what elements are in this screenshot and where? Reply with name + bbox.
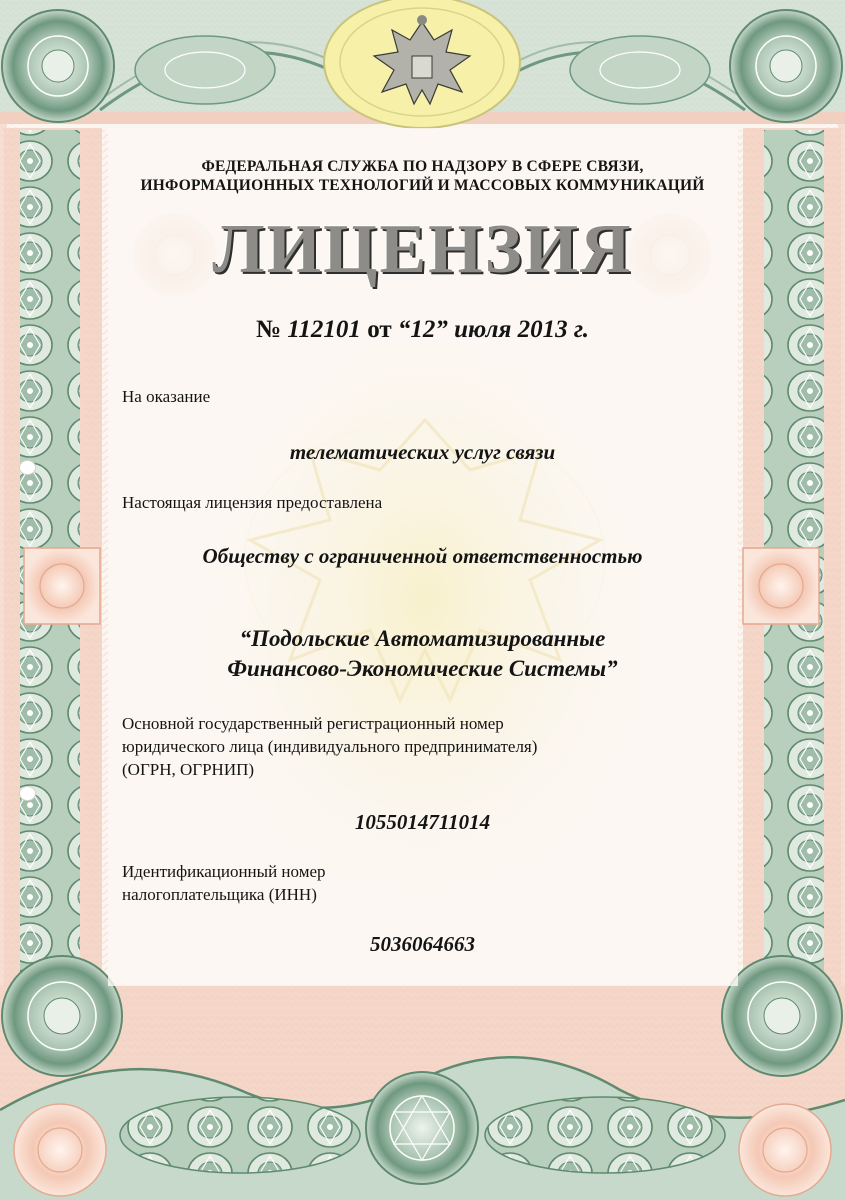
organization-form: Обществу с ограниченной ответственностью — [202, 544, 643, 568]
service-label: На оказание — [122, 387, 211, 406]
ogrn-label-line3: (ОГРН, ОГРНИП) — [122, 760, 255, 779]
license-number: 112101 — [287, 316, 361, 343]
from-word: от — [367, 316, 392, 343]
license-date-month-year: июля 2013 — [454, 316, 568, 343]
license-number-line — [0, 316, 845, 344]
inn-label-line2: налогоплательщика (ИНН) — [122, 885, 317, 904]
year-suffix: г. — [573, 316, 590, 343]
inn-value: 5036064663 — [370, 932, 475, 956]
service-value: телематических услуг связи — [289, 440, 556, 464]
binding-hole — [19, 786, 36, 801]
number-sign: № — [255, 316, 282, 343]
inn-label-line1: Идентификационный номер — [122, 862, 326, 881]
agency-name-line2: ИНФОРМАЦИОННЫХ ТЕХНОЛОГИЙ И МАССОВЫХ КОММУНИКАЦИЙ — [140, 177, 705, 194]
granted-label: Настоящая лицензия предоставлена — [122, 493, 383, 512]
document-title: ЛИЦЕНЗИЯ — [212, 211, 633, 288]
license-date-day: “12” — [397, 316, 448, 343]
coat-of-arms-emblem-icon — [324, 0, 520, 128]
ogrn-value: 1055014711014 — [354, 810, 491, 834]
ogrn-label-line1: Основной государственный регистрационный номер — [122, 714, 504, 733]
ogrn-label-line2: юридического лица (индивидуального предпринимателя) — [122, 737, 538, 756]
organization-name-line1: “Подольские Автоматизированные — [239, 626, 606, 651]
organization-name-line2: Финансово-Экономические Системы” — [227, 656, 618, 681]
agency-name-line1: ФЕДЕРАЛЬНАЯ СЛУЖБА ПО НАДЗОРУ В СФЕРЕ СВЯЗИ, — [201, 158, 644, 175]
